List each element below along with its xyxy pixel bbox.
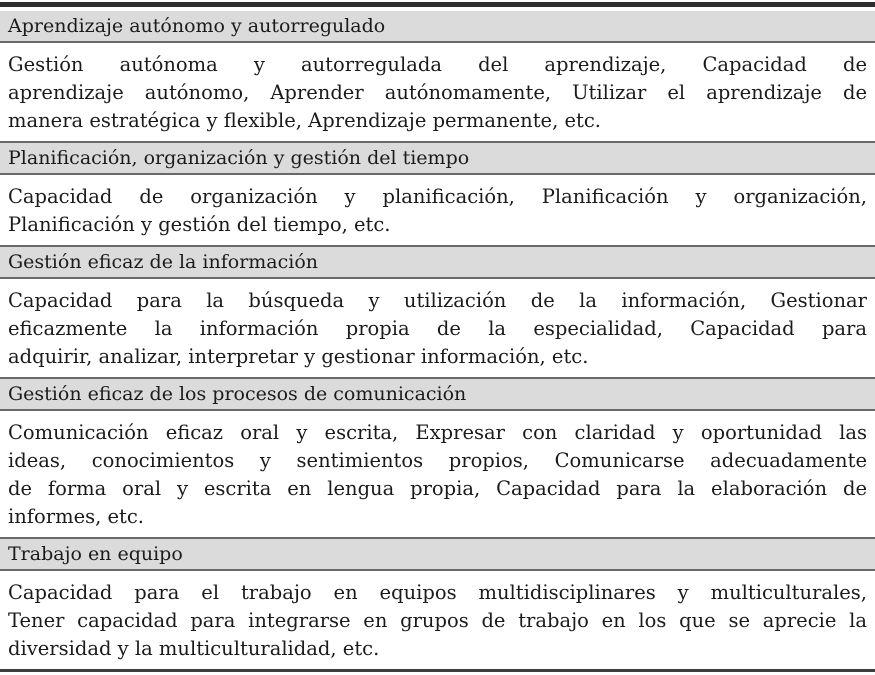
body-line: Capacidad para la búsqueda y utilización de la información, Gestionar [8, 289, 867, 312]
body-line: Comunicación eficaz oral y escrita, Expresar con claridad y oportunidad las [8, 421, 867, 444]
section-header-trabajo-equipo [0, 537, 875, 571]
body-line: Planificación y gestión del tiempo, etc. [8, 213, 391, 236]
body-line: diversidad y la multiculturalidad, etc. [8, 637, 380, 660]
competencies-table [0, 2, 875, 672]
body-line: Gestión autónoma y autorregulada del aprendizaje, Capacidad de [8, 53, 867, 76]
section-header-label: Gestión eficaz de los procesos de comunicación [8, 383, 467, 405]
section-header-planificacion [0, 141, 875, 175]
body-line: eficazmente la información propia de la especialidad, Capacidad para [8, 317, 867, 340]
body-line: informes, etc. [8, 505, 145, 528]
section-body-planificacion [0, 175, 875, 245]
section-header-label: Planificación, organización y gestión del tiempo [8, 147, 470, 169]
section-header-label: Aprendizaje autónomo y autorregulado [8, 15, 386, 37]
section-header-label: Trabajo en equipo [8, 543, 183, 565]
body-line: Capacidad de organización y planificación, Planificación y organización, [8, 185, 867, 208]
section-header-aprendizaje-autonomo [0, 11, 875, 43]
body-line: Tener capacidad para integrarse en grupos de trabajo en los que se aprecie la [8, 609, 867, 632]
section-header-label: Gestión eficaz de la información [8, 251, 319, 273]
section-body-aprendizaje-autonomo [0, 43, 875, 141]
section-body-gestion-informacion [0, 279, 875, 377]
body-line: adquirir, analizar, interpretar y gestionar información, etc. [8, 345, 589, 368]
section-body-comunicacion [0, 411, 875, 537]
section-header-gestion-informacion [0, 245, 875, 279]
body-line: ideas, conocimientos y sentimientos propios, Comunicarse adecuadamente [8, 449, 867, 472]
body-line: de forma oral y escrita en lengua propia, Capacidad para la elaboración de [8, 477, 867, 500]
body-line: Capacidad para el trabajo en equipos multidisciplinares y multiculturales, [8, 581, 867, 604]
body-line: manera estratégica y flexible, Aprendizaje permanente, etc. [8, 109, 601, 132]
section-body-trabajo-equipo [0, 571, 875, 669]
body-line: aprendizaje autónomo, Aprender autónomamente, Utilizar el aprendizaje de [8, 81, 867, 104]
section-header-comunicacion [0, 377, 875, 411]
